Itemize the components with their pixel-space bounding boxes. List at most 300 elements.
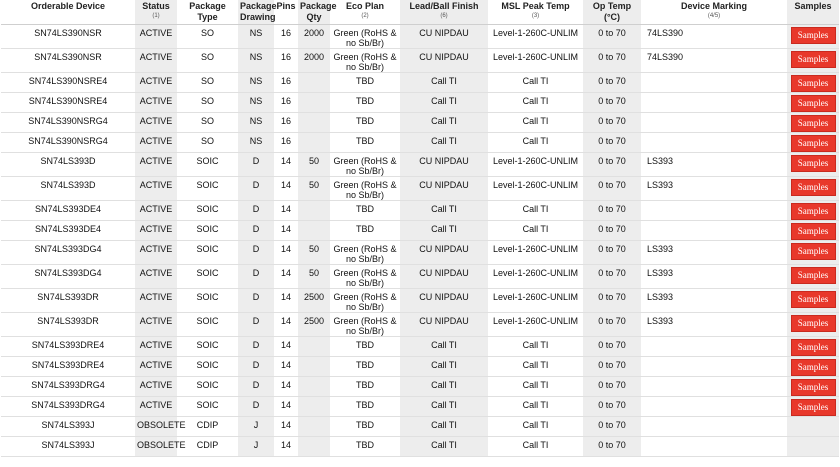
msl-peak-temp-cell: Call TI (488, 133, 583, 153)
eco-plan-cell: Green (RoHS & no Sb/Br) (330, 313, 400, 337)
samples-cell (787, 177, 839, 201)
status-cell: ACTIVE (135, 201, 177, 221)
device-marking-cell: LS393 (641, 177, 787, 201)
table-row (1, 397, 839, 417)
package-qty-cell: 50 (298, 153, 330, 177)
msl-peak-temp-cell: Call TI (488, 377, 583, 397)
samples-button[interactable]: Samples (791, 359, 836, 376)
lead-finish-cell: CU NIPDAU (400, 265, 488, 289)
table-row (1, 377, 839, 397)
pins-cell: 14 (274, 337, 298, 357)
eco-plan-cell: TBD (330, 337, 400, 357)
package-type-cell: SO (177, 25, 238, 49)
package-qty-cell (298, 113, 330, 133)
samples-button[interactable]: Samples (791, 115, 836, 132)
package-qty-cell: 2500 (298, 289, 330, 313)
package-type-cell: SOIC (177, 265, 238, 289)
lead-finish-cell: Call TI (400, 377, 488, 397)
samples-cell (787, 437, 839, 457)
msl-peak-temp-header (488, 0, 583, 25)
package-drawing-cell: D (238, 221, 274, 241)
table-row (1, 201, 839, 221)
status-cell: ACTIVE (135, 289, 177, 313)
device-marking-cell (641, 133, 787, 153)
status-cell: ACTIVE (135, 177, 177, 201)
package-type-cell: SOIC (177, 289, 238, 313)
package-drawing-cell: NS (238, 133, 274, 153)
package-qty-cell: 50 (298, 265, 330, 289)
package-type-cell: SOIC (177, 357, 238, 377)
op-temp-cell: 0 to 70 (583, 437, 641, 457)
package-type-cell: SOIC (177, 201, 238, 221)
device-header (1, 0, 135, 25)
package-qty-cell (298, 377, 330, 397)
lead-finish-cell: CU NIPDAU (400, 49, 488, 73)
samples-button[interactable]: Samples (791, 75, 836, 92)
column-header-label: Status (142, 1, 170, 11)
table-header-row (1, 0, 839, 25)
column-header-label: MSL Peak Temp (501, 1, 570, 11)
msl-peak-temp-cell: Level-1-260C-UNLIM (488, 153, 583, 177)
pins-cell: 14 (274, 265, 298, 289)
lead-finish-cell: CU NIPDAU (400, 241, 488, 265)
op-temp-cell: 0 to 70 (583, 357, 641, 377)
package-drawing-cell: D (238, 357, 274, 377)
eco-plan-cell: TBD (330, 437, 400, 457)
lead-finish-cell: Call TI (400, 93, 488, 113)
device-marking-cell: LS393 (641, 241, 787, 265)
samples-cell (787, 313, 839, 337)
msl-peak-temp-cell: Level-1-260C-UNLIM (488, 49, 583, 73)
msl-peak-temp-cell: Level-1-260C-UNLIM (488, 25, 583, 49)
device-marking-cell (641, 437, 787, 457)
package-qty-cell: 2000 (298, 49, 330, 73)
device-cell: SN74LS393DRE4 (1, 357, 135, 377)
package-qty-cell (298, 357, 330, 377)
device-cell: SN74LS393DG4 (1, 241, 135, 265)
status-cell: ACTIVE (135, 265, 177, 289)
msl-peak-temp-cell: Level-1-260C-UNLIM (488, 289, 583, 313)
eco-plan-cell: TBD (330, 397, 400, 417)
op-temp-cell: 0 to 70 (583, 397, 641, 417)
table-row (1, 265, 839, 289)
msl-peak-temp-cell: Call TI (488, 201, 583, 221)
op-temp-cell: 0 to 70 (583, 153, 641, 177)
samples-cell (787, 337, 839, 357)
table-row (1, 93, 839, 113)
status-cell: ACTIVE (135, 357, 177, 377)
lead-finish-cell: Call TI (400, 113, 488, 133)
package-type-cell: SOIC (177, 313, 238, 337)
column-header-label: Package Drawing (240, 1, 277, 22)
status-header (135, 0, 177, 25)
device-marking-cell: LS393 (641, 289, 787, 313)
device-cell: SN74LS390NSRG4 (1, 133, 135, 153)
status-cell: ACTIVE (135, 221, 177, 241)
eco-plan-header (330, 0, 400, 25)
column-header-label: Pins (276, 1, 296, 11)
samples-cell (787, 241, 839, 265)
msl-peak-temp-cell: Call TI (488, 397, 583, 417)
table-row (1, 153, 839, 177)
status-cell: ACTIVE (135, 153, 177, 177)
status-cell: ACTIVE (135, 113, 177, 133)
package-qty-cell (298, 221, 330, 241)
op-temp-cell: 0 to 70 (583, 337, 641, 357)
device-cell: SN74LS393DR (1, 289, 135, 313)
samples-cell (787, 93, 839, 113)
device-marking-cell (641, 93, 787, 113)
table-row (1, 357, 839, 377)
device-cell: SN74LS393DE4 (1, 201, 135, 221)
status-cell: ACTIVE (135, 337, 177, 357)
lead-finish-cell: CU NIPDAU (400, 177, 488, 201)
column-header-label: Orderable Device (30, 1, 106, 11)
eco-plan-cell: TBD (330, 357, 400, 377)
samples-button[interactable]: Samples (791, 135, 836, 152)
lead-finish-cell: Call TI (400, 357, 488, 377)
package-drawing-cell: D (238, 201, 274, 221)
package-qty-cell (298, 93, 330, 113)
msl-peak-temp-cell: Call TI (488, 113, 583, 133)
op-temp-cell: 0 to 70 (583, 93, 641, 113)
eco-plan-cell: TBD (330, 417, 400, 437)
package-type-cell: SOIC (177, 241, 238, 265)
samples-button[interactable]: Samples (791, 95, 836, 112)
samples-button[interactable]: Samples (791, 223, 836, 240)
table-row (1, 113, 839, 133)
device-cell: SN74LS393D (1, 153, 135, 177)
msl-peak-temp-cell: Call TI (488, 73, 583, 93)
eco-plan-cell: TBD (330, 377, 400, 397)
op-temp-cell: 0 to 70 (583, 201, 641, 221)
column-footnote-ref: (4/5) (707, 13, 721, 19)
pins-cell: 16 (274, 113, 298, 133)
samples-button[interactable]: Samples (791, 203, 836, 220)
samples-button[interactable]: Samples (791, 243, 836, 260)
package-drawing-cell: NS (238, 73, 274, 93)
samples-cell (787, 153, 839, 177)
samples-cell (787, 377, 839, 397)
package-type-cell: SOIC (177, 337, 238, 357)
op-temp-cell: 0 to 70 (583, 221, 641, 241)
package-type-cell: SOIC (177, 153, 238, 177)
device-marking-cell (641, 221, 787, 241)
eco-plan-cell: Green (RoHS & no Sb/Br) (330, 241, 400, 265)
table-row (1, 177, 839, 201)
device-cell: SN74LS390NSRG4 (1, 113, 135, 133)
samples-cell (787, 357, 839, 377)
device-marking-cell (641, 337, 787, 357)
lead-finish-cell: Call TI (400, 221, 488, 241)
eco-plan-cell: Green (RoHS & no Sb/Br) (330, 177, 400, 201)
msl-peak-temp-cell: Level-1-260C-UNLIM (488, 313, 583, 337)
device-cell: SN74LS393DR (1, 313, 135, 337)
orderable-devices-table (1, 0, 839, 457)
op-temp-cell: 0 to 70 (583, 313, 641, 337)
package-drawing-cell: D (238, 241, 274, 265)
lead-finish-cell: Call TI (400, 397, 488, 417)
table-row (1, 133, 839, 153)
package-drawing-cell: J (238, 417, 274, 437)
samples-cell (787, 201, 839, 221)
msl-peak-temp-cell: Level-1-260C-UNLIM (488, 265, 583, 289)
eco-plan-cell: Green (RoHS & no Sb/Br) (330, 49, 400, 73)
op-temp-cell: 0 to 70 (583, 133, 641, 153)
lead-finish-cell: CU NIPDAU (400, 25, 488, 49)
samples-cell (787, 25, 839, 49)
pins-cell: 14 (274, 313, 298, 337)
package-type-cell: CDIP (177, 417, 238, 437)
status-cell: ACTIVE (135, 397, 177, 417)
device-marking-cell: LS393 (641, 153, 787, 177)
column-header-label: Package Type (189, 1, 226, 22)
device-cell: SN74LS390NSRE4 (1, 73, 135, 93)
pins-cell: 14 (274, 437, 298, 457)
package-drawing-cell: J (238, 437, 274, 457)
device-marking-cell (641, 417, 787, 437)
msl-peak-temp-cell: Call TI (488, 357, 583, 377)
op-temp-cell: 0 to 70 (583, 289, 641, 313)
msl-peak-temp-cell: Level-1-260C-UNLIM (488, 241, 583, 265)
package-drawing-cell: D (238, 337, 274, 357)
column-header-label: Lead/Ball Finish (409, 1, 479, 11)
package-type-cell: SO (177, 113, 238, 133)
op-temp-cell: 0 to 70 (583, 241, 641, 265)
column-footnote-ref: (2) (361, 13, 369, 19)
device-cell: SN74LS390NSR (1, 49, 135, 73)
package-type-cell: SO (177, 93, 238, 113)
op-temp-header (583, 0, 641, 25)
status-cell: ACTIVE (135, 241, 177, 265)
pins-cell: 14 (274, 177, 298, 201)
package-qty-cell (298, 437, 330, 457)
msl-peak-temp-cell: Call TI (488, 337, 583, 357)
eco-plan-cell: TBD (330, 201, 400, 221)
table-row (1, 221, 839, 241)
package-qty-cell: 2500 (298, 313, 330, 337)
package-qty-cell (298, 417, 330, 437)
pins-cell: 16 (274, 25, 298, 49)
package-type-cell: CDIP (177, 437, 238, 457)
package-qty-cell (298, 201, 330, 221)
column-footnote-ref: (3) (531, 13, 540, 19)
package-drawing-cell: D (238, 397, 274, 417)
device-marking-header (641, 0, 787, 25)
device-cell: SN74LS393D (1, 177, 135, 201)
device-marking-cell (641, 73, 787, 93)
package-drawing-cell: NS (238, 93, 274, 113)
package-qty-cell (298, 73, 330, 93)
eco-plan-cell: TBD (330, 133, 400, 153)
samples-header (787, 0, 839, 25)
msl-peak-temp-cell: Call TI (488, 93, 583, 113)
device-marking-cell (641, 357, 787, 377)
op-temp-cell: 0 to 70 (583, 113, 641, 133)
lead-finish-cell: Call TI (400, 337, 488, 357)
column-header-label: Eco Plan (345, 1, 384, 11)
package-type-cell: SOIC (177, 177, 238, 201)
pins-cell: 16 (274, 133, 298, 153)
device-cell: SN74LS393J (1, 417, 135, 437)
device-marking-cell (641, 377, 787, 397)
package-qty-cell: 50 (298, 241, 330, 265)
table-row (1, 241, 839, 265)
package-drawing-cell: D (238, 265, 274, 289)
device-cell: SN74LS393J (1, 437, 135, 457)
samples-button[interactable]: Samples (791, 399, 836, 416)
package-drawing-cell: D (238, 313, 274, 337)
samples-button[interactable]: Samples (791, 315, 836, 332)
pins-cell: 14 (274, 201, 298, 221)
pins-cell: 14 (274, 417, 298, 437)
status-cell: ACTIVE (135, 73, 177, 93)
package-drawing-cell: NS (238, 25, 274, 49)
pins-cell: 14 (274, 289, 298, 313)
lead-finish-cell: Call TI (400, 201, 488, 221)
device-marking-cell: LS393 (641, 265, 787, 289)
status-cell: ACTIVE (135, 93, 177, 113)
status-cell: OBSOLETE (135, 437, 177, 457)
eco-plan-cell: TBD (330, 73, 400, 93)
package-type-header (177, 0, 238, 25)
package-qty-cell (298, 133, 330, 153)
samples-button[interactable]: Samples (791, 379, 836, 396)
op-temp-cell: 0 to 70 (583, 265, 641, 289)
lead-finish-cell: Call TI (400, 133, 488, 153)
pins-cell: 14 (274, 357, 298, 377)
samples-cell (787, 289, 839, 313)
samples-cell (787, 73, 839, 93)
column-header-label: Package Qty (300, 1, 337, 22)
samples-cell (787, 221, 839, 241)
device-cell: SN74LS393DRG4 (1, 377, 135, 397)
op-temp-cell: 0 to 70 (583, 417, 641, 437)
status-cell: OBSOLETE (135, 417, 177, 437)
samples-button[interactable]: Samples (791, 155, 836, 172)
package-drawing-cell: NS (238, 113, 274, 133)
samples-button[interactable]: Samples (791, 267, 836, 284)
package-type-cell: SO (177, 133, 238, 153)
package-drawing-cell: D (238, 289, 274, 313)
package-drawing-header (238, 0, 277, 25)
device-cell: SN74LS393DG4 (1, 265, 135, 289)
device-marking-cell: LS393 (641, 313, 787, 337)
lead-finish-cell: Call TI (400, 437, 488, 457)
op-temp-cell: 0 to 70 (583, 377, 641, 397)
table-row (1, 313, 839, 337)
status-cell: ACTIVE (135, 133, 177, 153)
eco-plan-cell: Green (RoHS & no Sb/Br) (330, 153, 400, 177)
pins-cell: 16 (274, 73, 298, 93)
package-qty-header (298, 0, 337, 25)
lead-finish-header (400, 0, 488, 25)
table-row (1, 337, 839, 357)
table-row (1, 25, 839, 49)
table-row (1, 289, 839, 313)
pins-cell: 16 (274, 49, 298, 73)
package-qty-cell (298, 337, 330, 357)
package-qty-cell: 50 (298, 177, 330, 201)
device-marking-cell (641, 397, 787, 417)
op-temp-cell: 0 to 70 (583, 177, 641, 201)
lead-finish-cell: Call TI (400, 417, 488, 437)
msl-peak-temp-cell: Call TI (488, 221, 583, 241)
eco-plan-cell: TBD (330, 221, 400, 241)
package-qty-cell: 2000 (298, 25, 330, 49)
package-drawing-cell: NS (238, 49, 274, 73)
package-drawing-cell: D (238, 377, 274, 397)
package-qty-cell (298, 397, 330, 417)
op-temp-cell: 0 to 70 (583, 49, 641, 73)
package-type-cell: SOIC (177, 397, 238, 417)
lead-finish-cell: CU NIPDAU (400, 289, 488, 313)
device-cell: SN74LS393DE4 (1, 221, 135, 241)
pins-cell: 16 (274, 93, 298, 113)
eco-plan-cell: TBD (330, 93, 400, 113)
table-row (1, 49, 839, 73)
pins-cell: 14 (274, 377, 298, 397)
pins-cell: 14 (274, 221, 298, 241)
samples-cell (787, 265, 839, 289)
lead-finish-cell: Call TI (400, 73, 488, 93)
samples-cell (787, 417, 839, 437)
table-row (1, 73, 839, 93)
package-type-cell: SOIC (177, 221, 238, 241)
pins-cell: 14 (274, 241, 298, 265)
status-cell: ACTIVE (135, 25, 177, 49)
msl-peak-temp-cell: Call TI (488, 437, 583, 457)
eco-plan-cell: Green (RoHS & no Sb/Br) (330, 289, 400, 313)
eco-plan-cell: Green (RoHS & no Sb/Br) (330, 25, 400, 49)
pins-cell: 14 (274, 153, 298, 177)
lead-finish-cell: CU NIPDAU (400, 313, 488, 337)
samples-button[interactable]: Samples (791, 339, 836, 356)
device-cell: SN74LS390NSR (1, 25, 135, 49)
status-cell: ACTIVE (135, 49, 177, 73)
table-row (1, 417, 839, 437)
samples-cell (787, 133, 839, 153)
device-marking-cell: 74LS390 (641, 25, 787, 49)
package-drawing-cell: D (238, 177, 274, 201)
samples-button[interactable]: Samples (791, 27, 836, 44)
lead-finish-cell: CU NIPDAU (400, 153, 488, 177)
package-drawing-cell: D (238, 153, 274, 177)
samples-button[interactable]: Samples (791, 51, 836, 68)
op-temp-cell: 0 to 70 (583, 73, 641, 93)
status-cell: ACTIVE (135, 377, 177, 397)
column-header-label: Device Marking (680, 1, 748, 11)
samples-button[interactable]: Samples (791, 291, 836, 308)
package-type-cell: SO (177, 49, 238, 73)
device-cell: SN74LS390NSRE4 (1, 93, 135, 113)
package-type-cell: SOIC (177, 377, 238, 397)
pins-header (274, 0, 298, 25)
column-header-label: Samples (794, 1, 832, 11)
device-cell: SN74LS393DRG4 (1, 397, 135, 417)
samples-cell (787, 397, 839, 417)
device-cell: SN74LS393DRE4 (1, 337, 135, 357)
pins-cell: 14 (274, 397, 298, 417)
eco-plan-cell: Green (RoHS & no Sb/Br) (330, 265, 400, 289)
column-header-label: Op Temp (°C) (592, 1, 632, 22)
status-cell: ACTIVE (135, 313, 177, 337)
samples-button[interactable]: Samples (791, 179, 836, 196)
table-row (1, 437, 839, 457)
samples-cell (787, 49, 839, 73)
package-type-cell: SO (177, 73, 238, 93)
column-footnote-ref: (1) (152, 13, 160, 19)
